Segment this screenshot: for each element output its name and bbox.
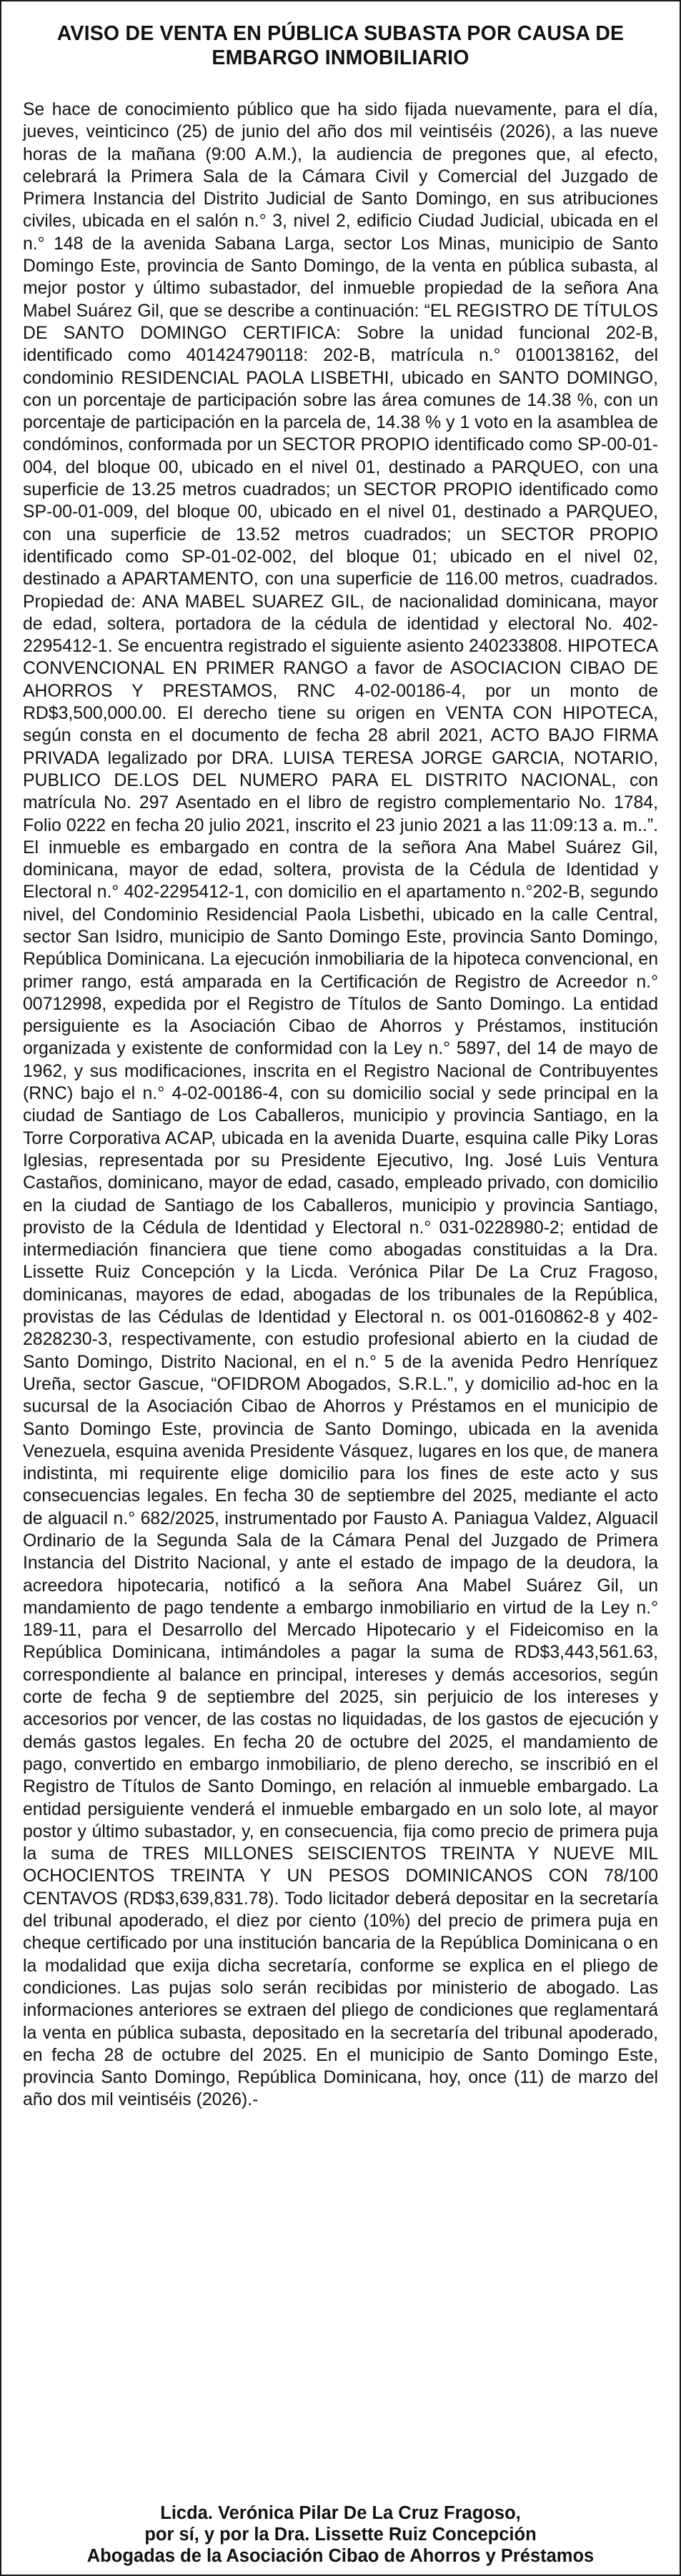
notice-title	[23, 21, 658, 70]
signature-line-2: por sí, y por la Dra. Lissette Ruiz Concepción	[144, 2525, 537, 2545]
signature-line-3: Abogadas de la Asociación Cibao de Ahorros y Préstamos	[86, 2546, 595, 2566]
notice-title-line-1: AVISO DE VENTA EN PÚBLICA SUBASTA POR CAUSA DE	[56, 22, 625, 45]
signature-line-1: Licda. Verónica Pilar De La Cruz Fragoso,	[160, 2503, 521, 2523]
notice-body: Se hace de conocimiento público que ha sido fijada nuevamente, para el día, jueves, veinticinco (25) de junio del año dos mil veintiséis (2026), a las nueve horas de la mañana (9:00 A.M.), la audiencia de pregones que, al efecto, celebrará la Primera Sala de la Cámara Civil y Comercial del Juzgado de Primera Instancia del Distrito Judicial de Santo Domingo, en sus atribuciones civiles, ubicada en el salón n.° 3, nivel 2, edificio Ciudad Judicial, ubicada en el n.° 148 de la avenida Sabana Larga, sector Los Minas, municipio de Santo Domingo Este, provincia de Santo Domingo, de la venta en pública subasta, al mejor postor y último subastador, del inmueble propiedad de la señora Ana Mabel Suárez Gil, que se describe a continuación: “EL REGISTRO DE TÍTULOS DE SANTO DOMINGO CERTIFICA: Sobre la unidad funcional 202-B, identificado como 401424790118: 202-B, matrícula n.° 0100138162, del condominio RESIDENCIAL PAOLA LISBETHI, ubicado en SANTO DOMINGO, con un porcentaje de participación sobre las área comunes de 14.38 %, con un porcentaje de participación en la parcela de, 14.38 % y 1 voto en la asamblea de condóminos, conformada por un SECTOR PROPIO identificado como SP-00-01-004, del bloque 00, ubicado en el nivel 01, destinado a PARQUEO, con una superficie de 13.25 metros cuadrados; un SECTOR PROPIO identificado como SP-00-01-009, del bloque 00, ubicado en el nivel 01, destinado a PARQUEO, con una superficie de 13.52 metros cuadrados; un SECTOR PROPIO identificado como SP-01-02-002, del bloque 01; ubicado en el nivel 02, destinado a APARTAMENTO, con una superficie de 116.00 metros, cuadrados. Propiedad de: ANA MABEL SUAREZ GIL, de nacionalidad dominicana, mayor de edad, soltera, portadora de la cédula de identidad y electoral No. 402-2295412-1. Se encuentra registrado el siguiente asiento 240233808. HIPOTECA CONVENCIONAL EN PRIMER RANGO a favor de ASOCIACION CIBAO DE AHORROS Y PRESTAMOS, RNC 4-02-00186-4, por un monto de RD$3,500,000.00. El derecho tiene su origen en VENTA CON HIPOTECA, según consta en el documento de fecha 28 abril 2021, ACTO BAJO FIRMA PRIVADA legalizado por DRA. LUISA TERESA JORGE GARCIA, NOTARIO, PUBLICO DE.LOS DEL NUMERO PARA EL DISTRITO NACIONAL, con matrícula No. 297 Asentado en el libro de registro complementario No. 1784, Folio 0222 en fecha 20 julio 2021, inscrito el 23 junio 2021 a las 11:09:13 a. m..”. El inmueble es embargado en contra de la señora Ana Mabel Suárez Gil, dominicana, mayor de edad, soltera, provista de la Cédula de Identidad y Electoral n.° 402-2295412-1, con domicilio en el apartamento n.°202-B, segundo nivel, del Condominio Residencial Paola Lisbethi, ubicado en la calle Central, sector San Isidro, municipio de Santo Domingo Este, provincia Santo Domingo, República Dominicana. La ejecución inmobiliaria de la hipoteca convencional, en primer rango, está amparada en la Certificación de Registro de Acreedor n.° 00712998, expedida por el Registro de Títulos de Santo Domingo. La entidad persiguiente es la Asociación Cibao de Ahorros y Préstamos, institución organizada y existente de conformidad con la Ley n.° 5897, del 14 de mayo de 1962, y sus modificaciones, inscrita en el Registro Nacional de Contribuyentes (RNC) bajo el n.° 4-02-00186-4, con su domicilio social y sede principal en la ciudad de Santiago de Los Caballeros, municipio y provincia Santiago, en la Torre Corporativa ACAP, ubicada en la avenida Duarte, esquina calle Piky Loras Iglesias, representada por su Presidente Ejecutivo, Ing. José Luis Ventura Castaños, dominicano, mayor de edad, casado, empleado privado, con domicilio en la ciudad de Santiago de los Caballeros, municipio y provincia Santiago, provisto de la Cédula de Identidad y Electoral n.° 031-0228980-2; entidad de intermediación financiera que tiene como abogadas constituidas a la Dra. Lissette Ruiz Concepción y la Licda. Verónica Pilar De La Cruz Fragoso, dominicanas, mayores de edad, abogadas de los tribunales de la República, provistas de las Cédulas de Identidad y Electoral n. os 001-0160862-8 y 402-2828230-3, respectivamente, con estudio profesional abierto en la ciudad de Santo Domingo, Distrito Nacional, en el n.° 5 de la avenida Pedro Henríquez Ureña, sector Gascue, “OFIDROM Abogados, S.R.L.”, y domicilio ad-hoc en la sucursal de la Asociación Cibao de Ahorros y Préstamos en el municipio de Santo Domingo Este, provincia de Santo Domingo, ubicada en la avenida Venezuela, esquina avenida Presidente Vásquez, lugares en los que, de manera indistinta, mi requirente elige domicilio para los fines de este acto y sus consecuencias legales. En fecha 30 de septiembre del 2025, mediante el acto de alguacil n.° 682/2025, instrumentado por Fausto A. Paniagua Valdez, Alguacil Ordinario de la Segunda Sala de la Cámara Penal del Juzgado de Primera Instancia del Distrito Nacional, y ante el estado de impago de la deudora, la acreedora hipotecaria, notificó a la señora Ana Mabel Suárez Gil, un mandamiento de pago tendente a embargo inmobiliario en virtud de la Ley n.° 189-11, para el Desarrollo del Mercado Hipotecario y el Fideicomiso en la República Dominicana, intimándoles a pagar la suma de RD$3,443,561.63, correspondiente al balance en principal, intereses y demás accesorios, según corte de fecha 9 de septiembre del 2025, sin perjuicio de los intereses y accesorios por vencer, de las costas no liquidadas, de los gastos de ejecución y demás gastos legales. En fecha 20 de octubre del 2025, el mandamiento de pago, convertido en embargo inmobiliario, de pleno derecho, se inscribió en el Registro de Títulos de Santo Domingo, en relación al inmueble embargado. La entidad persiguiente venderá el inmueble embargado en un solo lote, al mayor postor y último subastador, y, en consecuencia, fija como precio de primera puja la suma de TRES MILLONES SEISCIENTOS TREINTA Y NUEVE MIL OCHOCIENTOS TREINTA Y UN PESOS DOMINICANOS CON 78/100 CENTAVOS (RD$3,639,831.78). Todo licitador deberá depositar en la secretaría del tribunal apoderado, el diez por ciento (10%) del precio de primera puja en cheque certificado por una institución bancaria de la República Dominicana o en la modalidad que exija dicha secretaría, conforme se explica en el pliego de condiciones. Las pujas solo serán recibidas por ministerio de abogado. Las informaciones anteriores se extraen del pliego de condiciones que reglamentará la venta en pública subasta, depositado en la secretaría del tribunal apoderado, en fecha 28 de octubre del 2025. En el municipio de Santo Domingo Este, provincia Santo Domingo, República Dominicana, hoy, once (11) de marzo del año dos mil veintiséis (2026).-	[23, 100, 658, 2110]
notice-title-line-2: EMBARGO INMOBILIARIO	[212, 46, 469, 69]
signature-block	[23, 2502, 658, 2567]
